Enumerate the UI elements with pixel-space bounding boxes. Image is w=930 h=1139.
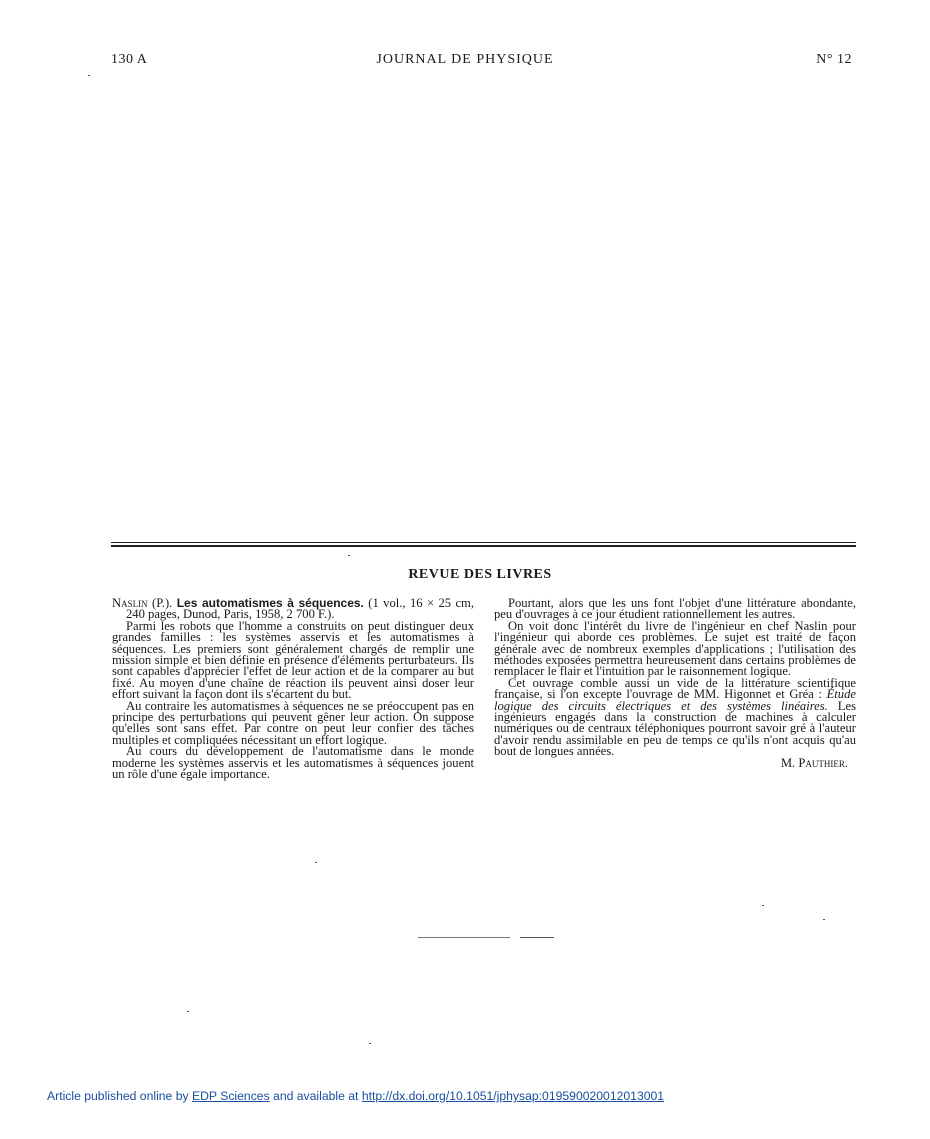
review-text: Les ingénieurs engagés dans la construction de machines à calculer numériques ou de centraux téléphoniques pourront savoir gré à l'auteur d'avoir rendu assimilable en peu de temps ce qu'ils n'ont acquis qu'au bout de longues années. — [494, 698, 856, 759]
end-rule — [418, 937, 510, 938]
page-number: 130 A — [111, 52, 148, 67]
top-rule-double — [111, 545, 856, 547]
review-author: Naslin — [112, 596, 148, 610]
journal-title: JOURNAL DE PHYSIQUE — [376, 52, 554, 67]
review-paragraph: Au contraire les automatismes à séquences ne se préoccupent pas en principe des perturbations qui peuvent gêner leur action. On suppose qu'elles sont sans effet. Par contre on peut leur confier des tâches multiples et compliquées nécessitant un effort logique. — [112, 698, 474, 747]
speck — [762, 905, 764, 906]
speck — [369, 1043, 371, 1044]
review-text: Cet ouvrage comble aussi un vide de la littérature scientifique française, si l'on excepte l'ouvrage de MM. Higonnet et Gréa : — [494, 675, 856, 702]
review-paragraph — [494, 675, 856, 759]
article-footer — [47, 1089, 664, 1103]
review-book-details: (1 vol., 16 × 25 cm, 240 pages, Dunod, Paris, 1958, 2 700 F.). — [126, 596, 474, 622]
speck — [823, 919, 825, 920]
review-paragraph: Au cours du développement de l'automatisme dans le monde moderne les systèmes asservis et les automatismes à séquences jouent un rôle d'une égale importance. — [112, 744, 474, 782]
speck — [348, 555, 350, 556]
review-paragraph: Parmi les robots que l'homme a construits on peut distinguer deux grandes familles : les systèmes asservis et les automatismes à séquences. Les premiers sont généralement chargés de remplir une mission simple et bien définie en présence d'éléments perturbateurs. Ils sont capables d'apprécier l'effet de leur action et de la comparer au but fixé. Au moyen d'une chaîne de réaction ils peuvent ainsi doser leur effort suivant la façon dont ils s'écartent du but. — [112, 618, 474, 702]
review-author-initial: (P.). — [147, 596, 177, 610]
speck — [187, 1011, 189, 1012]
review-left-column — [112, 598, 474, 781]
footer-prefix: Article published online by — [47, 1089, 192, 1103]
review-right-column — [494, 598, 856, 769]
doi-link[interactable]: http://dx.doi.org/10.1051/jphysap:019590020012013001 — [361, 1089, 665, 1103]
speck — [88, 75, 90, 76]
cited-work-title: Étude logique des circuits électriques et des systèmes linéaires. — [494, 687, 856, 713]
review-citation — [112, 598, 474, 621]
review-book-title: Les automatismes à séquences. — [176, 596, 364, 610]
review-signature: M. Pauthier. — [780, 755, 848, 770]
issue-number: N° 12 — [816, 52, 852, 67]
end-rule — [520, 937, 554, 938]
publisher-link[interactable]: EDP Sciences — [191, 1089, 270, 1103]
review-paragraph: On voit donc l'intérêt du livre de l'ingénieur en chef Naslin pour l'ingénieur qui aborde ces problèmes. Le sujet est traité de façon générale avec de nombreux exemples d'applications ; l'utilisation des méthodes exposées permettra heureusement dans certains problèmes de remplacer le flair et l'intuition par le raisonnement logique. — [494, 618, 856, 679]
top-rule — [111, 542, 856, 543]
review-paragraph: Pourtant, alors que les uns font l'objet d'une littérature abondante, peu d'ouvrages à ce jour étudient rationnellement les autres. — [494, 596, 856, 622]
section-title: REVUE DES LIVRES — [408, 567, 552, 582]
speck — [315, 862, 317, 863]
footer-middle: and available at — [269, 1089, 362, 1103]
